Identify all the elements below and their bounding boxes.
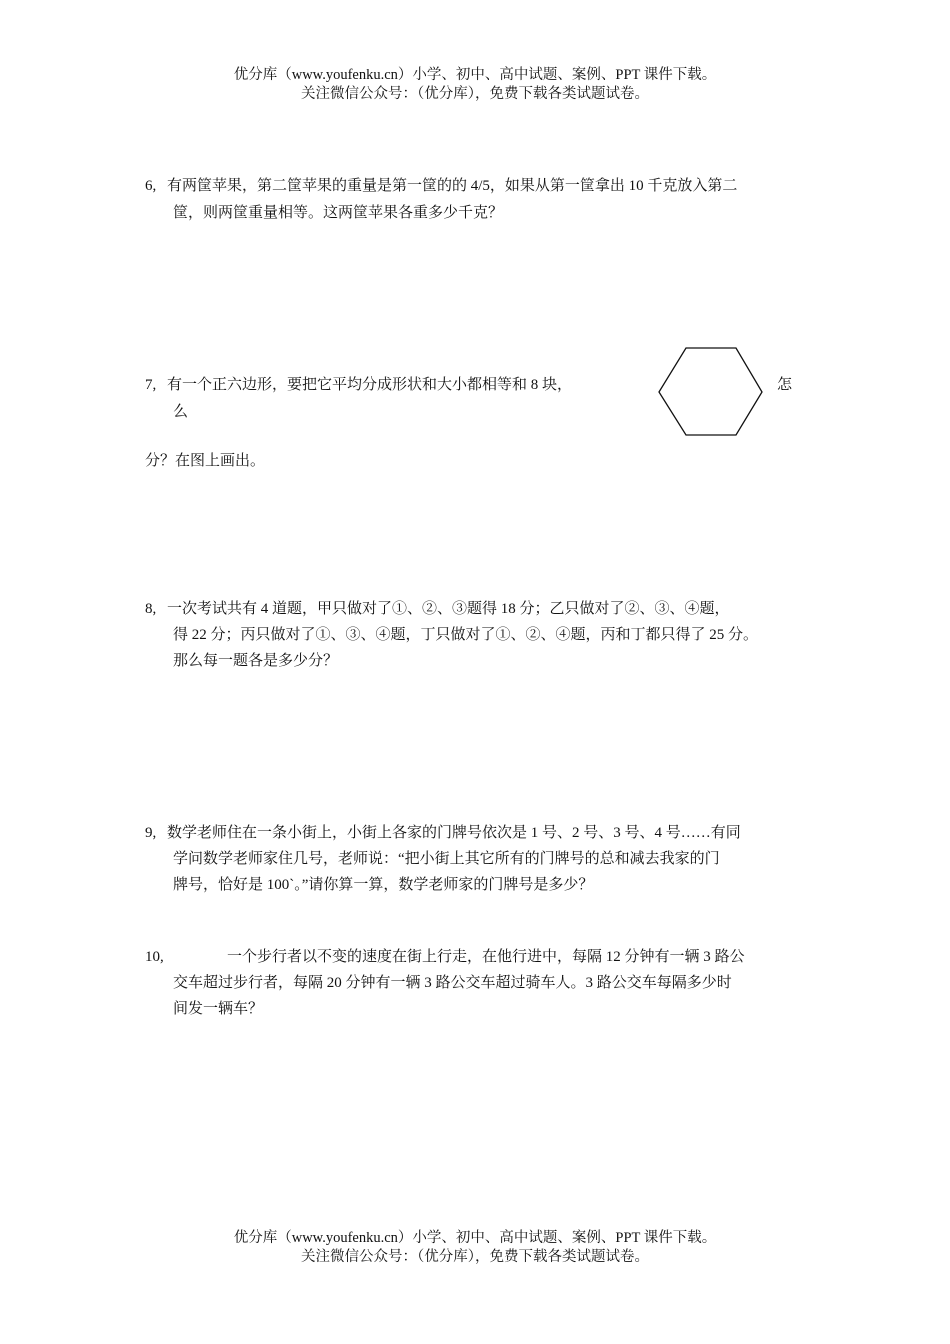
header-line-1: 优分库（www.youfenku.cn）小学、初中、高中试题、案例、PPT 课件下载。 — [233, 67, 717, 83]
question-text-line: 一次考试共有 4 道题，甲只做对了①、②、③题得 18 分；乙只做对了②、③、④题， — [167, 601, 730, 617]
question-text-line: 么 — [173, 404, 189, 420]
question-10 — [145, 944, 835, 1029]
question-text-line: 那么每一题各是多少分？ — [173, 653, 339, 669]
hexagon-figure — [655, 343, 767, 441]
question-text-line: 分？在图上画出。 — [145, 453, 266, 469]
question-text-line: 得 22 分；丙只做对了①、③、④题，丁只做对了①、②、④题，丙和丁都只得了 25 分。 — [173, 627, 759, 643]
page-header — [0, 66, 950, 104]
question-6 — [145, 173, 835, 233]
question-text-line: 筐，则两筐重量相等。这两筐苹果各重多少千克？ — [173, 205, 504, 221]
question-text-line: 牌号，恰好是 100`。”请你算一算，数学老师家的门牌号是多少？ — [173, 877, 594, 893]
question-text-line: 数学老师住在一条小街上，小街上各家的门牌号依次是 1 号、2 号、3 号、4 号……有同 — [167, 825, 741, 841]
question-number: 7, — [145, 377, 157, 393]
question-text-line: 怎 — [777, 377, 793, 393]
question-text-line: 学问数学老师家住几号，老师说：“把小街上其它所有的门牌号的总和减去我家的门 — [173, 851, 720, 867]
question-text-line: 一个步行者以不变的速度在街上行走，在他行进中，每隔 12 分钟有一辆 3 路公 — [227, 949, 745, 965]
footer-line-2: 关注微信公众号：（优分库），免费下载各类试题试卷。 — [301, 1249, 649, 1265]
question-text-line: 交车超过步行者，每隔 20 分钟有一辆 3 路公交车超过骑车人。3 路公交车每隔多少时 — [173, 975, 732, 991]
regular-hexagon — [659, 348, 762, 435]
header-line-2: 关注微信公众号：（优分库），免费下载各类试题试卷。 — [301, 86, 649, 102]
question-text-line: 有两筐苹果，第二筐苹果的重量是第一筐的的 4/5，如果从第一筐拿出 10 千克放入第二 — [167, 178, 738, 194]
question-number: 9, — [145, 825, 157, 841]
question-text-line: 有一个正六边形，要把它平均分成形状和大小都相等和 8 块， — [167, 377, 573, 393]
question-number: 10, — [145, 949, 164, 965]
question-9 — [145, 820, 835, 905]
question-number: 6, — [145, 178, 157, 194]
question-8 — [145, 596, 835, 681]
page-footer — [0, 1229, 950, 1267]
question-number: 8, — [145, 601, 157, 617]
question-text-line: 间发一辆车？ — [173, 1001, 264, 1017]
footer-line-1: 优分库（www.youfenku.cn）小学、初中、高中试题、案例、PPT 课件下载。 — [233, 1230, 717, 1246]
